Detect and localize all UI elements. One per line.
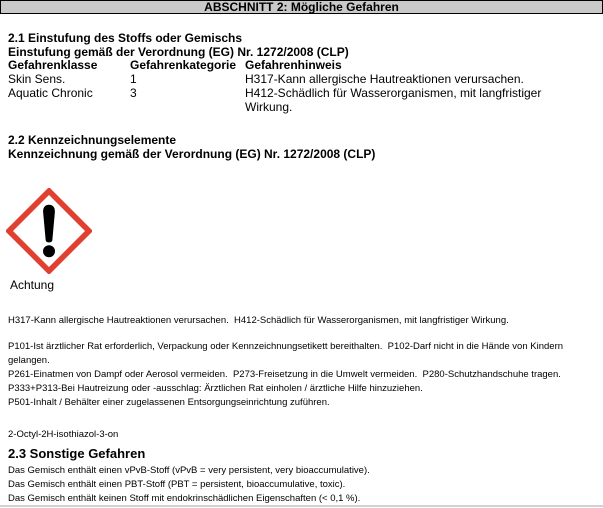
next-section-bar-edge — [0, 505, 603, 507]
ghs07-exclamation-pictogram-icon — [6, 188, 92, 274]
col-header-gefahrenkategorie: Gefahrenkategorie — [130, 58, 237, 72]
section-2-2-title: 2.2 Kennzeichnungselemente — [8, 133, 177, 147]
section-2-1-title: 2.1 Einstufung des Stoffs oder Gemischs — [8, 31, 243, 45]
p-statement-line: P333+P313-Bei Hautreizung oder -ausschlag: Ärztlichen Rat einholen / ärztliche Hilfe hinzuziehen. — [8, 383, 423, 394]
col-header-gefahrenklasse: Gefahrenklasse — [8, 58, 98, 72]
section-2-2-subtitle: Kennzeichnung gemäß der Verordnung (EG) Nr. 1272/2008 (CLP) — [8, 147, 376, 161]
other-hazard-line: Das Gemisch enthält einen PBT-Stoff (PBT = persistent, bioaccumulative, toxic). — [8, 479, 346, 490]
hazard-statements: H317-Kann allergische Hautreaktionen verursachen. H412-Schädlich für Wasserorganismen, mit langfristiger Wirkung. — [8, 315, 509, 326]
other-hazard-line: Das Gemisch enthält einen vPvB-Stoff (vPvB = very persistent, very bioaccumulative). — [8, 465, 370, 476]
other-hazard-line: Das Gemisch enthält keinen Stoff mit endokrinschädlichen Eigenschaften (< 0,1 %). — [8, 493, 361, 504]
table-cell-kategorie: 3 — [130, 86, 137, 100]
table-cell-klasse: Aquatic Chronic — [8, 86, 93, 100]
p-statement-line: P501-Inhalt / Behälter einer zugelassenen Entsorgungseinrichtung zuführen. — [8, 397, 330, 408]
p-statement-line: P261-Einatmen von Dampf oder Aerosol vermeiden. P273-Freisetzung in die Umwelt vermeiden. P280-Schutzhandschuhe tragen. — [8, 369, 561, 380]
section-2-3-title: 2.3 Sonstige Gefahren — [8, 446, 146, 461]
table-cell-hinweis: H317-Kann allergische Hautreaktionen verursachen. — [245, 72, 524, 86]
classification-table — [8, 58, 575, 114]
section-2-3-statements — [8, 464, 594, 506]
abschnitt-2-header-bar — [0, 0, 603, 14]
col-header-gefahrenhinweis: Gefahrenhinweis — [245, 58, 342, 72]
p-statement-line: P101-Ist ärztlicher Rat erforderlich, Verpackung oder Kennzeichnungsetikett bereithalten. P102-Darf nicht in die Hände von Kindern gelangen. — [8, 341, 566, 366]
table-cell-klasse: Skin Sens. — [8, 72, 66, 86]
substance-note: 2-Octyl-2H-isothiazol-3-on — [8, 429, 119, 440]
table-cell-hinweis: H412-Schädlich für Wasserorganismen, mit langfristiger Wirkung. — [245, 86, 542, 114]
table-cell-kategorie: 1 — [130, 72, 137, 86]
signal-word: Achtung — [10, 278, 55, 292]
precautionary-statements — [8, 340, 594, 410]
section-2-1-subtitle: Einstufung gemäß der Verordnung (EG) Nr. 1272/2008 (CLP) — [8, 45, 349, 59]
abschnitt-2-header-title: ABSCHNITT 2: Mögliche Gefahren — [204, 0, 399, 14]
